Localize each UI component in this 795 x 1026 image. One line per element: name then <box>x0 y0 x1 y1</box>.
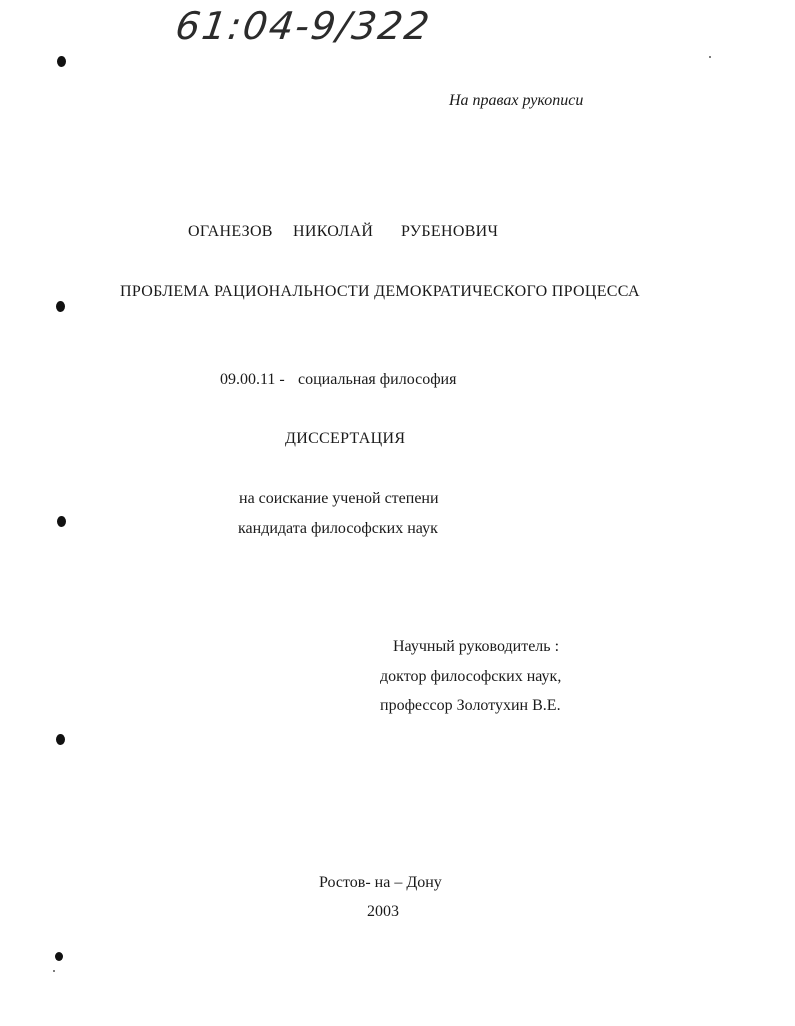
author-patronymic: РУБЕНОВИЧ <box>401 223 499 240</box>
author-first-name: НИКОЛАЙ <box>293 223 374 240</box>
specialty-name: социальная философия <box>298 371 457 388</box>
binder-hole <box>56 734 65 745</box>
scan-speck <box>709 56 711 58</box>
supervisor-label: Научный руководитель : <box>393 638 560 655</box>
binder-hole <box>56 301 65 312</box>
work-type: ДИССЕРТАЦИЯ <box>285 430 406 447</box>
year: 2003 <box>367 903 399 920</box>
binder-hole <box>57 516 66 527</box>
supervisor-degree: доктор философских наук, <box>380 668 562 685</box>
place: Ростов- на – Дону <box>319 874 442 891</box>
binder-hole <box>57 56 66 67</box>
rights-note: На правах рукописи <box>449 92 584 109</box>
specialty-code: 09.00.11 - <box>220 371 285 388</box>
archive-mark: 61:04-9/322 <box>172 4 434 48</box>
scan-speck <box>53 970 55 972</box>
author-surname: ОГАНЕЗОВ <box>188 223 273 240</box>
degree-line-2: кандидата философских наук <box>238 520 438 537</box>
binder-hole <box>55 952 63 961</box>
supervisor-name: профессор Золотухин В.Е. <box>380 697 561 714</box>
degree-line-1: на соискание ученой степени <box>239 490 439 507</box>
dissertation-title: ПРОБЛЕМА РАЦИОНАЛЬНОСТИ ДЕМОКРАТИЧЕСКОГО ПРОЦЕССА <box>120 283 640 300</box>
